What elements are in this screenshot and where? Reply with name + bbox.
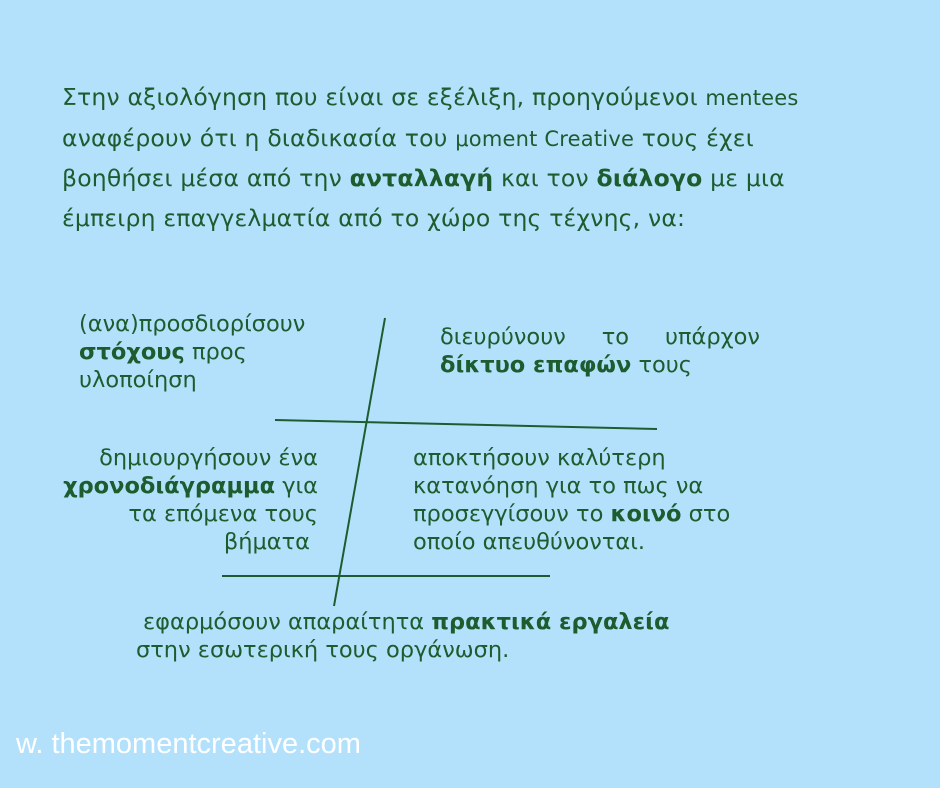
benefit-text: (ανα)προσδιορίσουν bbox=[79, 311, 306, 337]
benefit-bold: χρονοδιάγραμμα bbox=[63, 473, 276, 499]
benefit-text: στην εσωτερική τους οργάνωση. bbox=[136, 637, 510, 663]
intro-bold-dialogue: διάλογο bbox=[596, 164, 703, 192]
benefit-bold: δίκτυο επαφών bbox=[440, 352, 632, 378]
benefit-text: για bbox=[275, 473, 318, 499]
benefit-text: αποκτήσουν καλύτερη bbox=[413, 445, 666, 471]
benefit-text: κατανόηση για το πως να bbox=[413, 473, 704, 499]
benefit-text: προσεγγίσουν το bbox=[413, 501, 611, 527]
benefit-timeline bbox=[40, 444, 318, 556]
benefit-text: προς bbox=[184, 339, 247, 365]
benefit-text: το bbox=[601, 324, 630, 350]
benefit-text: τους bbox=[631, 352, 693, 378]
benefit-text: εφαρμόσουν απαραίτητα bbox=[143, 609, 432, 635]
intro-text: βοηθήσει μέσα από την bbox=[62, 164, 350, 192]
benefit-tools bbox=[136, 608, 736, 664]
intro-text: με μια bbox=[702, 164, 785, 192]
intro-text: τους έχει bbox=[634, 123, 754, 152]
intro-bold-exchange: ανταλλαγή bbox=[349, 164, 494, 192]
benefit-text: στο bbox=[681, 501, 731, 527]
intro-brand: μoment Creative bbox=[455, 126, 635, 151]
benefit-text: διευρύνουν bbox=[440, 324, 566, 350]
website-link[interactable]: w. themomentcreative.com bbox=[16, 728, 361, 760]
benefit-goals bbox=[79, 310, 359, 394]
benefit-text: οποίο απευθύνονται. bbox=[413, 529, 645, 555]
benefit-text: υλοποίηση bbox=[79, 367, 197, 393]
benefit-text: τα επόμενα τους bbox=[128, 501, 318, 527]
intro-mentees: mentees bbox=[705, 86, 799, 110]
intro-text: έμπειρη επαγγελματία από το χώρο της τέχνης, να: bbox=[62, 203, 686, 232]
benefit-text: βήματα bbox=[223, 529, 310, 555]
benefit-audience bbox=[413, 444, 773, 556]
intro-text: Στην αξιολόγηση που είναι σε εξέλιξη, προηγούμενοι bbox=[62, 83, 706, 111]
benefit-bold: πρακτικά εργαλεία bbox=[431, 609, 670, 635]
benefit-text: υπάρχον bbox=[664, 324, 760, 350]
benefit-network bbox=[440, 323, 760, 379]
intro-text: και τον bbox=[493, 164, 597, 192]
horizontal-divider-top bbox=[275, 420, 657, 429]
intro-text: αναφέρουν ότι η διαδικασία του bbox=[62, 123, 456, 152]
benefit-bold: κοινό bbox=[610, 501, 682, 527]
benefit-text: δημιουργήσουν ένα bbox=[99, 445, 318, 471]
benefit-bold: στόχους bbox=[79, 339, 185, 365]
